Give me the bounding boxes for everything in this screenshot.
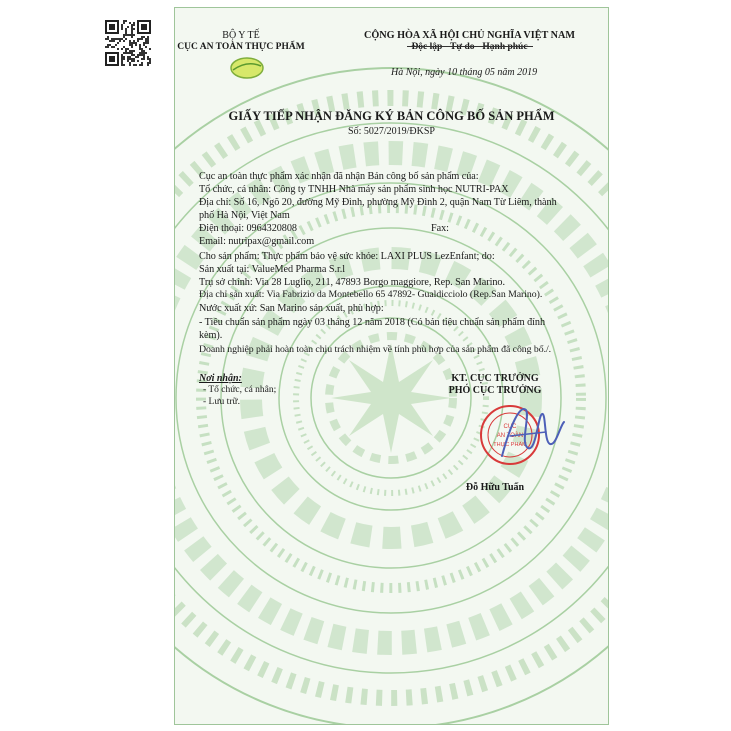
- standard-line-cont: kèm).: [199, 330, 223, 341]
- handwritten-signature: [480, 396, 570, 468]
- production-address-line: Địa chỉ sản xuất: Via Fabrizio da Montebello 65 47892- Gualdicciolo (Rep.San Marino).: [199, 289, 543, 300]
- document-number: Số: 5027/2019/ĐKSP: [348, 126, 435, 137]
- address-line-cont: phố Hà Nội, Việt Nam: [199, 210, 290, 221]
- recipient-item: - Tổ chức, cá nhân;: [203, 385, 277, 395]
- phone-line: Điện thoại: 0964320808: [199, 223, 297, 234]
- intro-line: Cục an toàn thực phẩm xác nhận đã nhận Bản công bố sản phẩm của:: [199, 171, 479, 182]
- email-line: Email: nutripax@gmail.com: [199, 236, 315, 247]
- head-office-line: Trụ sở chính: Via 28 Luglio, 211, 47893 Borgo maggiore, Rep. San Marino.: [199, 277, 505, 288]
- signature-title-1: KT. CỤC TRƯỞNG: [451, 373, 539, 384]
- certificate-document: [174, 7, 609, 725]
- national-motto: Độc lập - Tự do - Hạnh phúc: [411, 42, 528, 52]
- country-name: CỘNG HÒA XÃ HỘI CHỦ NGHĨA VIỆT NAM: [363, 30, 576, 41]
- recipient-item: - Lưu trữ.: [203, 397, 240, 407]
- signature-title-2: PHÓ CỤC TRƯỞNG: [448, 385, 542, 396]
- place-and-date: Hà Nội, ngày 10 tháng 05 năm 2019: [391, 67, 538, 78]
- fax-line: Fax:: [431, 223, 449, 234]
- document-title: GIẤY TIẾP NHẬN ĐĂNG KÝ BẢN CÔNG BỐ SẢN PHẨM: [228, 109, 555, 123]
- stamp-text: THỰC PHẨM: [493, 442, 527, 448]
- product-line: Cho sản phẩm: Thực phẩm bảo vệ sức khỏe: LAXI PLUS LezEnfant; do:: [199, 251, 495, 262]
- ministry-name: BỘ Y TẾ: [222, 30, 260, 41]
- qr-code: [105, 20, 151, 66]
- agency-name: CỤC AN TOÀN THỰC PHẨM: [177, 42, 305, 52]
- standard-line: - Tiêu chuẩn sản phẩm ngày 03 tháng 12 năm 2018 (Có bản tiêu chuẩn sản phẩm đính: [199, 317, 545, 328]
- origin-line: Nước xuất xứ: San Marino sản xuất, phù hợp:: [199, 303, 384, 314]
- address-line: Địa chỉ: Số 16, Ngõ 20, đường Mỹ Đình, phường Mỹ Đình 2, quận Nam Từ Liêm, thành: [199, 197, 557, 208]
- stamp-text: AN TOÀN: [496, 433, 524, 439]
- signer-name: Đỗ Hữu Tuấn: [465, 482, 525, 493]
- stamp-text: CỤC: [503, 424, 517, 430]
- motto-underline: [407, 46, 533, 47]
- vfa-logo: [229, 56, 265, 80]
- manufacturer-line: Sản xuất tại: ValueMed Pharma S.r.l: [199, 264, 346, 275]
- responsibility-line: Doanh nghiệp phải hoàn toàn chịu trách nhiệm về tính phù hợp của sản phẩm đã công bố./.: [199, 344, 552, 355]
- recipients-heading: Nơi nhận:: [199, 373, 242, 384]
- organization-line: Tổ chức, cá nhân: Công ty TNHH Nhà máy sản phẩm sinh học NUTRI-PAX: [199, 184, 509, 195]
